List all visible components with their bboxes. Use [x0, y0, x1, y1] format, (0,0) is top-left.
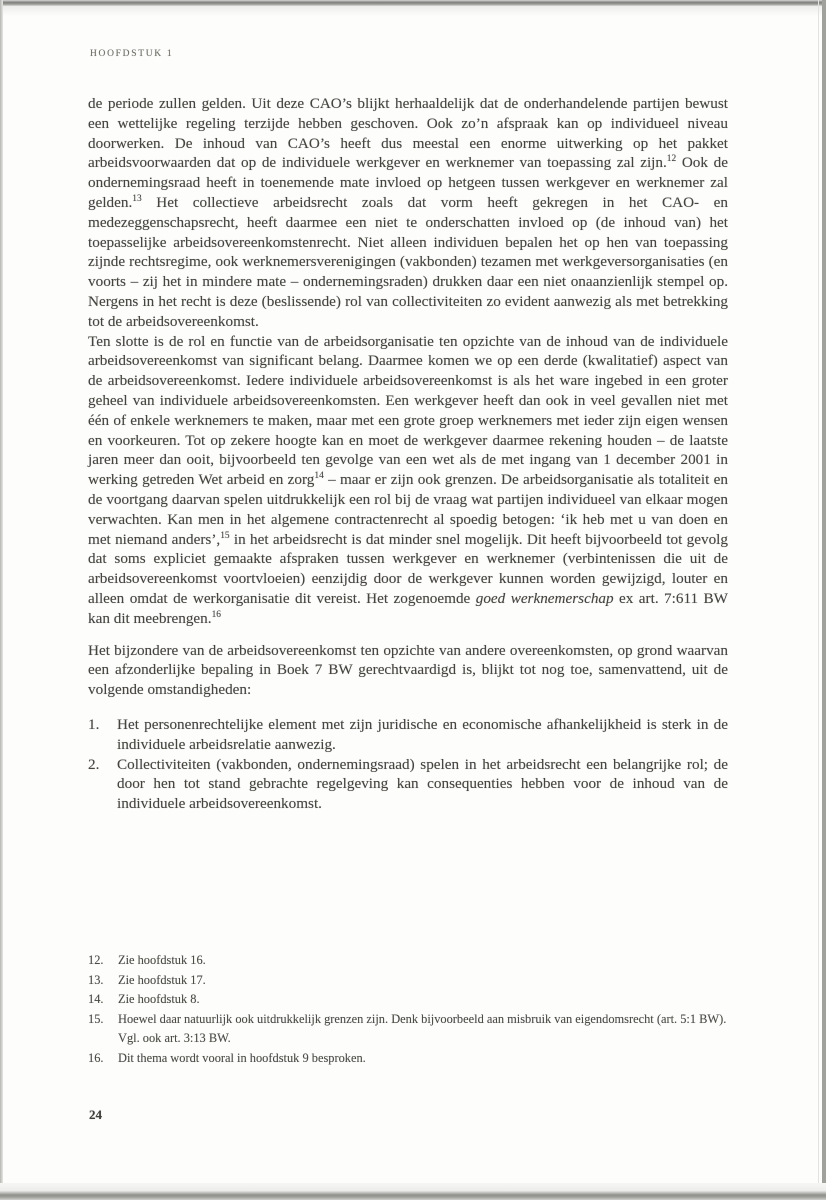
list-item-text: Het personenrechtelijke element met zijn juridische en economische afhankelijkheid is sterk in de individuele arbeidsrelatie aanwezig. — [117, 715, 728, 753]
italic-text-run: goed werknemerschap — [475, 589, 614, 607]
paragraph — [88, 94, 728, 332]
paragraph — [88, 332, 728, 629]
text-run: Het bijzondere van de arbeidsovereenkomst ten opzichte van andere overeenkomsten, op grond waarvan een afzonderlijke bepaling in Boek 7 BW gerechtvaardigd is, blijkt tot nog toe, samenvattend, uit de volgende omstandigheden: — [88, 641, 728, 699]
text-run: Ten slotte is de rol en functie van de arbeidsorganisatie ten opzichte van de inhoud van de individuele arbeidsovereenkomst van significant belang. Daarmee komen we op een derde (kwalitatief) aspect van de arbeidsovereenkomst. Iedere individuele arbeidsovereenkomst is als het ware ingebed in een groter geheel van individuele arbeidsovereenkomsten. Een werkgever heeft dan ook in veel gevallen niet met één of enkele werknemers te maken, maar met een grote groep werknemers met ieder zijn eigen wensen en voorkeuren. Tot op zekere hoogte kan en moet de werkgever daarmee rekening houden – de laatste jaren meer dan ooit, bijvoorbeeld ten gevolge van een wet als de met ingang van 1 december 2001 in werking getreden Wet arbeid en zorg — [88, 332, 728, 489]
numbered-list — [88, 715, 728, 814]
scan-edge-top-fade — [0, 6, 826, 16]
footnote-number: 13. — [88, 972, 104, 987]
footnote-reference: 14 — [314, 471, 324, 482]
list-item-number: 2. — [88, 755, 100, 773]
footnote — [88, 1049, 728, 1069]
footnote — [88, 971, 728, 991]
footnote-number: 14. — [88, 992, 104, 1007]
footnote-reference: 13 — [132, 193, 142, 204]
text-run: ex art. 7:611 BW kan dit meebrengen. — [88, 589, 728, 627]
footnote-reference: 15 — [220, 530, 230, 541]
scan-edge-left — [0, 0, 3, 1200]
footnote — [88, 1010, 728, 1049]
footnote-text: Zie hoofdstuk 16. — [118, 953, 206, 967]
text-run: de periode zullen gelden. Uit deze CAO’s blijkt herhaaldelijk dat de onderhandelende partijen bewust een wettelijke regeling terzijde hebben geschoven. Ook zo’n afspraak kan op individueel niveau doorwerken. De inhoud van CAO’s heeft dus meestal een enorme uitwerking op het pakket arbeidsvoorwaarden dat op de individuele werkgever en werknemer van toepassing zal zijn. — [88, 95, 728, 172]
footnote-number: 16. — [88, 1050, 104, 1065]
text-run: Ook de ondernemingsraad heeft in toenemende mate invloed op hetgeen tussen werkgever en werknemer zal gelden. — [88, 154, 728, 211]
footnote — [88, 951, 728, 971]
scan-edge-right — [822, 0, 826, 1200]
text-run: Het collectieve arbeidsrecht zoals dat vorm heeft gekregen in het CAO- en medezeggenschapsrecht, heeft daarmee een niet te onderschatten invloed op (de inhoud van) het toepasselijke arbeidsovereenkomstenrecht. Niet alleen individuen bepalen het op hen van toepassing zijnde rechtsregime, ook werknemersverenigingen (vakbonden) tezamen met werkgeversorganisaties (en voorts – zij het in mindere mate – ondernemingsraden) drukken daar een niet onaanzienlijk stempel op. Nergens in het recht is deze (beslissende) rol van collectiviteiten zo evident aanwezig als met betrekking tot de arbeidsovereenkomst. — [88, 193, 728, 330]
footnote-text: Zie hoofdstuk 17. — [118, 972, 206, 987]
footnotes — [88, 951, 728, 1069]
footnote-text: Dit thema wordt vooral in hoofdstuk 9 besproken. — [118, 1050, 366, 1065]
scan-edge-right-inner — [818, 0, 819, 1200]
footnote-number: 15. — [88, 1011, 104, 1026]
footnote-text: Zie hoofdstuk 8. — [118, 992, 200, 1007]
body-text-column — [88, 94, 728, 814]
footnote-reference: 12 — [666, 154, 677, 165]
paragraphs — [88, 94, 728, 700]
footnote-reference: 16 — [211, 609, 221, 620]
footnote-text: Hoewel daar natuurlijk ook uitdrukkelijk grenzen zijn. Denk bijvoorbeeld aan misbruik van eigendomsrecht (art. 5:1 BW). Vgl. ook art. 3:13 BW. — [118, 1011, 727, 1046]
list-item-number: 1. — [88, 715, 100, 733]
page-number: 24 — [89, 1107, 102, 1122]
chapter-header: HOOFDSTUK 1 — [90, 49, 174, 59]
footnote — [88, 990, 728, 1010]
paragraph — [88, 641, 728, 700]
text-run: in het arbeidsrecht is dat minder snel mogelijk. Dit heeft bijvoorbeeld tot gevolg dat soms expliciet gemaakte afspraken tussen werkgever en werknemer (verbintenissen die uit de arbeidsovereenkomst voortvloeien) eenzijdig door de werkgever kunnen worden gewijzigd, louter en alleen omdat de werkorganisatie dit vereist. Het zogenoemde — [88, 530, 728, 607]
footnote-number: 12. — [88, 953, 104, 967]
text-run: – maar er zijn ook grenzen. De arbeidsorganisatie als totaliteit en de voortgang daarvan spelen uitdrukkelijk een rol bij de vraag wat partijen individueel van elkaar mogen verwachten. Kan men in het algemene contractenrecht al spoedig betogen: ‘ik heb met u van doen en met niemand anders’, — [88, 471, 728, 548]
scan-edge-bottom — [0, 1183, 826, 1200]
list-item — [88, 755, 728, 814]
list-item — [88, 715, 728, 755]
list-item-text: Collectiviteiten (vakbonden, ondernemingsraad) spelen in het arbeidsrecht een belangrijke rol; de door hen tot stand gebrachte regelgeving kan consequenties hebben voor de inhoud van de individuele arbeidsovereenkomst. — [117, 755, 728, 813]
